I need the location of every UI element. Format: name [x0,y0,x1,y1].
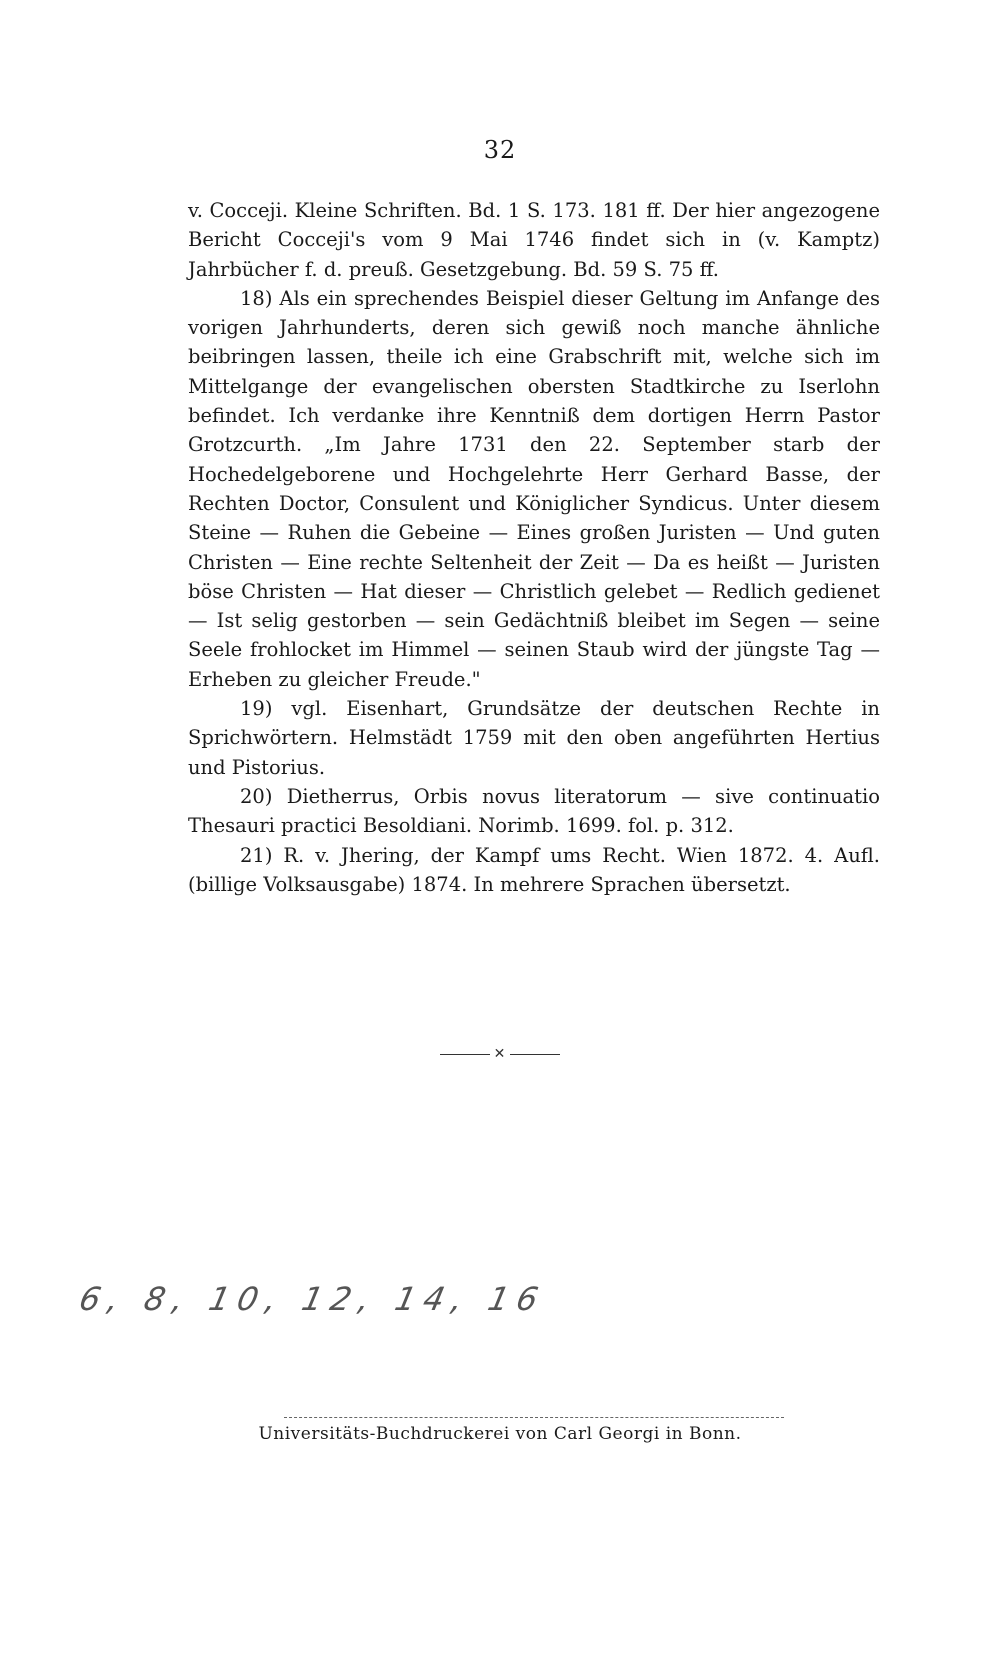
section-separator [0,1046,1000,1062]
page-number: 32 [483,136,517,164]
footnote-18: 18) Als ein sprechendes Beispiel dieser Geltung im Anfange des vorigen Jahrhunderts, deren sich gewiß noch manche ähnliche beibringen lassen, theile ich eine Grabschrift mit, welche sich im Mittelgange der evangelischen obersten Stadtkirche zu Iserlohn befindet. Ich verdanke ihre Kenntniß dem dortigen Herrn Pastor Grotzcurth. „Im Jahre 1731 den 22. September starb der Hochedelgeborene und Hochgelehrte Herr Gerhard Basse, der Rechten Doctor, Consulent und Königlicher Syndicus. Unter diesem Steine — Ruhen die Gebeine — Eines großen Juristen — Und guten Christen — Eine rechte Seltenheit der Zeit — Da es heißt — Juristen böse Christen — Hat dieser — Christlich gelebet — Redlich gedienet — Ist selig gestorben — sein Gedächtniß bleibet im Segen — seine Seele frohlocket im Himmel — seinen Staub wird der jüngste Tag — Erheben zu gleicher Freude." [188,286,880,691]
separator-ornament-icon: ✕ [493,1046,507,1062]
footnote-20: 20) Dietherrus, Orbis novus literatorum — sive continuatio Thesauri practici Besoldiani. Norimb. 1699. fol. p. 312. [188,784,880,838]
footnote-19: 19) vgl. Eisenhart, Grundsätze der deutschen Rechte in Sprichwörtern. Helmstädt 1759 mit den oben angeführten Hertius und Pistorius. [188,697,880,779]
printer-imprint: Universitäts-Buchdruckerei von Carl Georgi in Bonn. [258,1424,742,1444]
footnote-17-continued: v. Cocceji. Kleine Schriften. Bd. 1 S. 173. 181 ff. Der hier angezogene Bericht Cocceji's vom 9 Mai 1746 findet sich in (v. Kamptz) Jahrbücher f. d. preuß. Gesetzgebung. Bd. 59 S. 75 ff. [188,199,880,281]
separator-line-left [440,1054,490,1055]
footnotes [188,196,880,899]
footnote-21: 21) R. v. Jhering, der Kampf ums Recht. Wien 1872. 4. Aufl. (billige Volksausgabe) 1874. In mehrere Sprachen übersetzt. [188,843,880,896]
handwritten-note: 6, 8, 10, 12, 14, 16 [75,1280,550,1318]
footer-divider [284,1417,784,1418]
separator-line-right [510,1054,560,1055]
